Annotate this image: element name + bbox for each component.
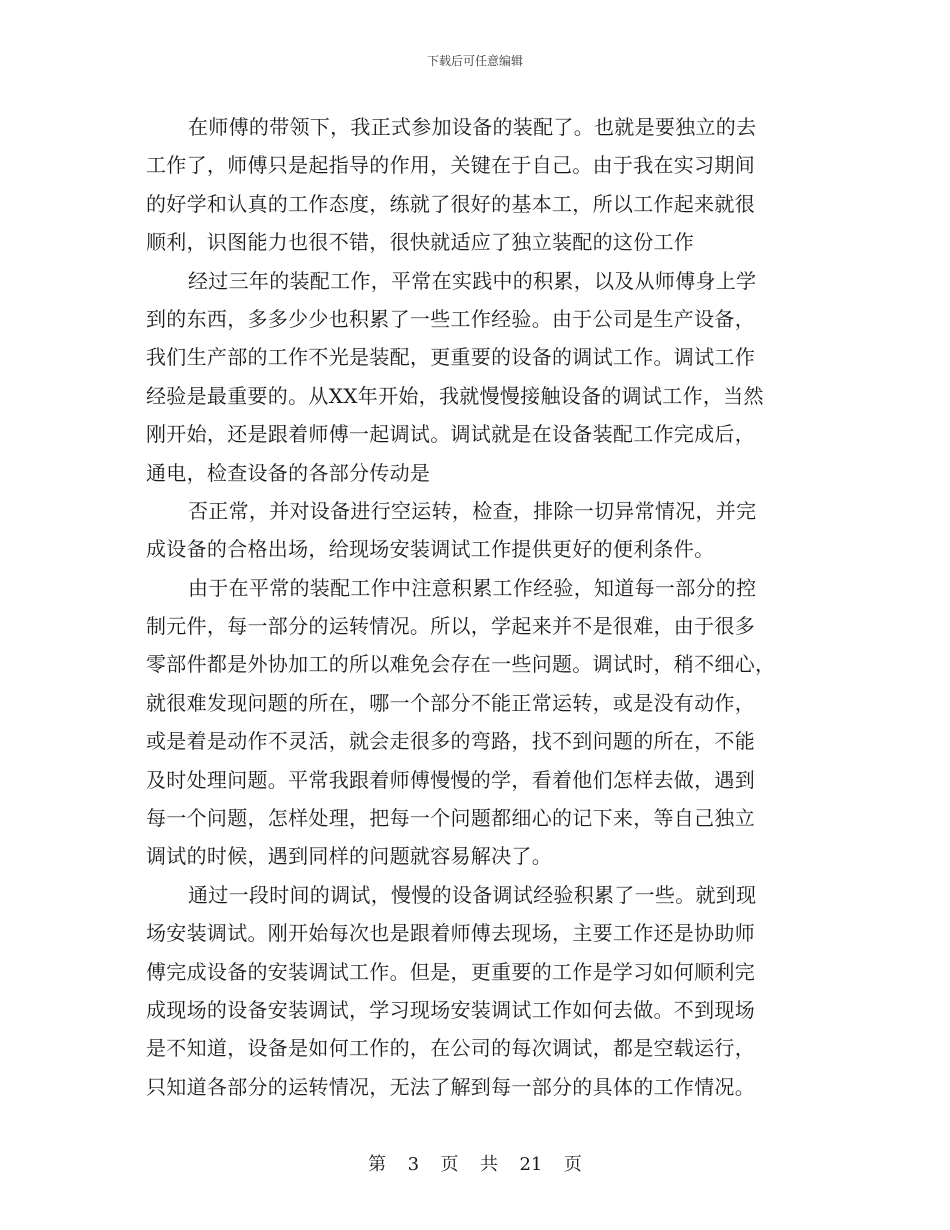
- text-line: 零部件都是外协加工的所以难免会存在一些问题。调试时，稍不细心，: [146, 652, 776, 677]
- text-line: 就很难发现问题的所在，哪一个部分不能正常运转，或是没有动作，: [146, 690, 755, 715]
- text-line: 及时处理问题。平常我跟着师傅慢慢的学，看着他们怎样去做，遇到: [146, 767, 755, 792]
- text-line: 刚开始，还是跟着师傅一起调试。调试就是在设备装配工作完成后，: [146, 422, 755, 447]
- text-line: 成设备的合格出场，给现场安装调试工作提供更好的便利条件。: [146, 537, 715, 562]
- text-line: 工作了，师傅只是起指导的作用，关键在于自己。由于我在实习期间: [146, 153, 755, 178]
- text-line: 的好学和认真的工作态度，练就了很好的基本工，所以工作起来就很: [146, 191, 755, 216]
- text-line: 否正常，并对设备进行空运转，检查，排除一切异常情况，并完: [188, 498, 757, 523]
- footer-total-label: 共: [480, 1154, 498, 1175]
- text-line: 只知道各部分的运转情况，无法了解到每一部分的具体的工作情况。: [146, 1074, 755, 1099]
- text-line: 通电，检查设备的各部分传动是: [146, 460, 431, 485]
- text-line: 制元件，每一部分的运转情况。所以，学起来并不是很难，由于很多: [146, 614, 755, 639]
- text-line: 傅完成设备的安装调试工作。但是，更重要的工作是学习如何顺利完: [146, 959, 755, 984]
- text-line: 是不知道，设备是如何工作的，在公司的每次调试，都是空载运行，: [146, 1036, 755, 1061]
- text-line: 或是着是动作不灵活，就会走很多的弯路，找不到问题的所在，不能: [146, 729, 755, 754]
- current-page-number: 3: [407, 1154, 420, 1175]
- text-line: 到的东西，多多少少也积累了一些工作经验。由于公司是生产设备，: [146, 306, 755, 331]
- text-line: 我们生产部的工作不光是装配，更重要的设备的调试工作。调试工作: [146, 345, 755, 370]
- body-text: [146, 108, 808, 1106]
- text-line: 经验是最重要的。从XX年开始，我就慢慢接触设备的调试工作，当然: [146, 383, 764, 408]
- text-line: 通过一段时间的调试，慢慢的设备调试经验积累了一些。就到现: [188, 882, 757, 907]
- footer-page-label: 页: [440, 1154, 459, 1175]
- total-page-number: 21: [519, 1154, 543, 1175]
- page-header: 下载后可任意编辑: [426, 54, 523, 68]
- footer-prefix: 第: [368, 1154, 387, 1175]
- text-line: 由于在平常的装配工作中注意积累工作经验，知道每一部分的控: [188, 575, 757, 600]
- text-line: 成现场的设备安装调试，学习现场安装调试工作如何去做。不到现场: [146, 997, 755, 1022]
- text-line: 场安装调试。刚开始每次也是跟着师傅去现场，主要工作还是协助师: [146, 921, 755, 946]
- footer-suffix: 页: [563, 1154, 582, 1175]
- text-line: 每一个问题，怎样处理，把每一个问题都细心的记下来，等自己独立: [146, 806, 755, 831]
- page-footer: [0, 1153, 950, 1177]
- text-line: 在师傅的带领下，我正式参加设备的装配了。也就是要独立的去: [188, 115, 757, 139]
- text-line: 顺利，识图能力也很不错，很快就适应了独立装配的这份工作: [146, 230, 695, 255]
- text-line: 经过三年的装配工作，平常在实践中的积累，以及从师傅身上学: [188, 268, 757, 293]
- text-line: 调试的时候，遇到同样的问题就容易解决了。: [146, 844, 552, 869]
